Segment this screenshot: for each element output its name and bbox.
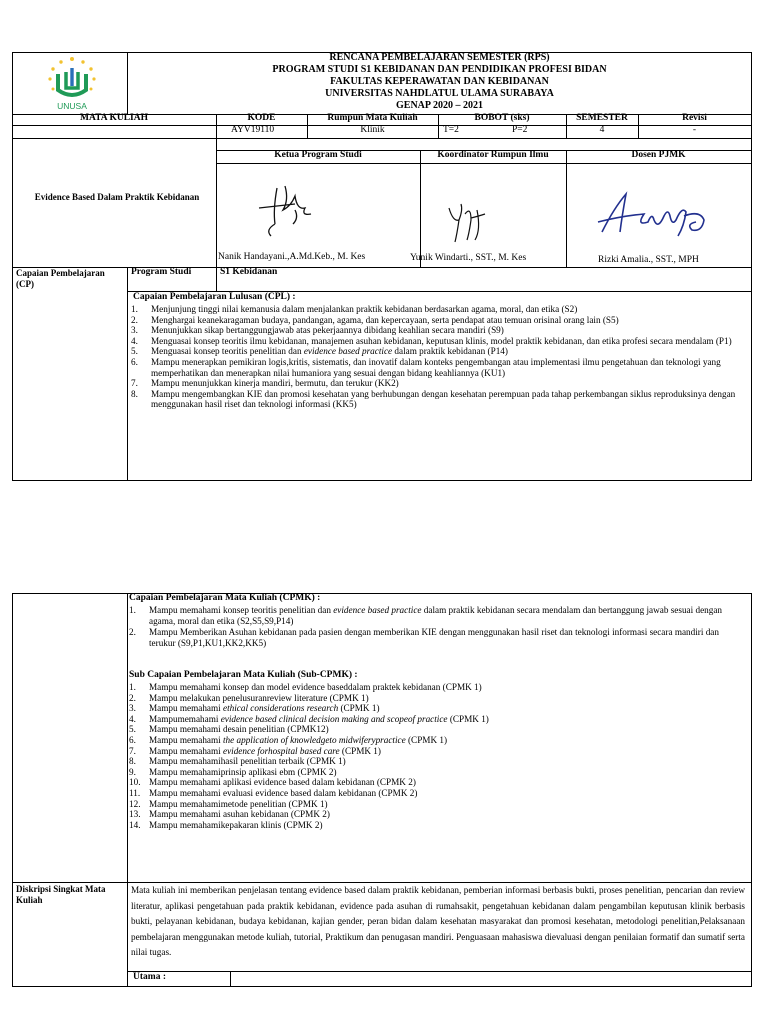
list-item: 1. Mampu memahami konsep teoritis penelitian dan evidence based practice dalam praktik kebidanan secara mendalam dan bertanggung jawab sesuai dengan agama, moral dan etika (S2,S5,S9,P14) (129, 605, 723, 626)
course-name: Evidence Based Dalam Praktik Kebidanan (34, 192, 200, 202)
header-title-4: UNIVERSITAS NAHDLATUL ULAMA SURABAYA (325, 88, 554, 99)
signature-koordinator (445, 200, 490, 245)
sub-cpmk-title: Sub Capaian Pembelajaran Mata Kuliah (Sub-CPMK) : (129, 670, 358, 680)
col-kode: KODE (247, 113, 276, 123)
list-item: 6. Mampu memahami the application of knowledgeto midwiferypractice (CPMK 1) (129, 734, 448, 745)
dosen-pjmk-name: Rizki Amalia., SST., MPH (598, 255, 699, 265)
list-item: 8. Mampu mengembangkan KIE dan promosi kesehatan yang berhubungan dengan kesehatan perempuan pada tahap perkembangan siklus reproduksinya dengan menggunakan hasil riset dan teknologi informasi (KK5) (131, 388, 736, 410)
revisi-value: - (692, 125, 697, 135)
list-item: 4. Mampumemahami evidence based clinical decision making and scopeof practice (CPMK 1) (129, 713, 489, 724)
cpl-title: Capaian Pembelajaran Lulusan (CPL) : (133, 292, 296, 302)
list-item: 8. Mampu memahamihasil penelitian terbaik (CPMK 1) (129, 756, 346, 767)
list-item: 3. Menunjukkan sikap bertanggungjawab atas pekerjaannya dibidang keahlian secara mandiri (S9) (131, 325, 504, 336)
list-item: 13. Mampu memahami asuhan kebidanan (CPMK 2) (129, 809, 330, 820)
col-bobot: BOBOT (sks) (474, 113, 530, 123)
list-item: 12. Mampu memahamimetode penelitian (CPMK 1) (129, 798, 328, 809)
col-revisi: Revisi (682, 113, 707, 123)
program-studi-label: Program Studi (131, 267, 192, 277)
cpmk-list (129, 605, 743, 648)
cpl-list (131, 304, 745, 410)
dosen-pjmk-header: Dosen PJMK (631, 150, 686, 160)
koordinator-name: Yunik Windarti., SST., M. Kes (410, 253, 527, 263)
list-item: 2. Mampu melakukan penelusuranreview literature (CPMK 1) (129, 692, 369, 703)
list-item: 1. Mampu memahami konsep dan model evidence baseddalam praktek kebidanan (CPMK 1) (129, 682, 482, 692)
list-item: 7. Mampu memahami evidence forhospital based care (CPMK 1) (129, 745, 381, 756)
list-item: 1. Menjunjung tinggi nilai kemanusia dalam menjalankan praktik kebidanan berdasarkan agama, moral, dan etika (S2) (131, 304, 578, 314)
list-item: 7. Mampu menunjukkan kinerja mandiri, bermutu, dan terukur (KK2) (131, 378, 399, 389)
program-studi-value: S1 Kebidanan (220, 267, 278, 277)
signature-dosen (592, 186, 712, 246)
list-item: 5. Mampu memahami desain penelitian (CPMK12) (129, 724, 329, 735)
list-item: 5. Menguasai konsep teoritis penelitian dan evidence based practice dalam praktik kebidanan (P14) (131, 346, 508, 357)
col-semester: SEMESTER (576, 113, 628, 123)
bobot-t-value: T=2 (443, 125, 459, 135)
kode-value: AYV19110 (231, 125, 275, 135)
cp-label: Capaian Pembelajaran (CP) (16, 268, 105, 289)
header-title-3: FAKULTAS KEPERAWATAN DAN KEBIDANAN (330, 76, 549, 87)
signature-ketua (255, 180, 325, 240)
cpmk-title: Capaian Pembelajaran Mata Kuliah (CPMK) : (129, 593, 321, 603)
list-item: 9. Mampu memahamiprinsip aplikasi ebm (CPMK 2) (129, 766, 337, 777)
logo-text: UNUSA (57, 101, 87, 111)
unusa-logo (42, 56, 102, 112)
bobot-p-value: P=2 (512, 125, 528, 135)
list-item: 6. Mampu menerapkan pemikiran logis,kritis, sistematis, dan inovatif dalam konteks pengembangan atau implementasi ilmu pengetahuan dan teknologi yang memperhatikan dan menerapkan nilai humaniora yang sesuai dengan bidang keahliannya (KU1) (131, 356, 721, 378)
list-item: 11. Mampu memahami evaluasi evidence based dalam kebidanan (CPMK 2) (129, 787, 418, 798)
koordinator-header: Koordinator Rumpun Ilmu (437, 150, 549, 160)
deskripsi-text: Mata kuliah ini memberikan penjelasan tentang evidence based dalam praktik kebidanan, pemberian informasi berbasis bukti, proses penelitian, pencarian dan review literatur, aplikasi pengetahuan pada praktik kebidanan, evidence pada asuhan di rumahsakit, pengetahuan kebidanan dalam pengambilan keputusan klinik berbasis bukti, pelayanan kebidanan, budaya kebidanan, kajian gender, peran bidan dalam kesehatan masyarakat dan promosi kesehatan, metodologi penelitian,Pelaksanaan pembelajaran menggunakan metode kuliah, tutorial, Praktikum dan penugasan mandiri. Penguasaan mahasiswa dievaluasi dengan penilaian formatif dan sumatif serta nilai tugas. (131, 885, 745, 957)
list-item: 4. Menguasai konsep teoritis ilmu kebidanan, manajemen asuhan kebidanan, keputusan klinis, model praktik kebidanan, dan etika profesi secara mendalam (P1) (131, 335, 732, 346)
list-item: 14. Mampu memahamikepakaran klinis (CPMK 2) (129, 819, 323, 830)
ketua-prodi-header: Ketua Program Studi (274, 150, 362, 160)
utama-label: Utama : (133, 972, 166, 982)
col-rumpun: Rumpun Mata Kuliah (327, 113, 418, 123)
list-item: 3. Mampu memahami ethical considerations research (CPMK 1) (129, 703, 380, 714)
list-item: 2. Mampu Memberikan Asuhan kebidanan pada pasien dengan memberikan KIE dengan menggunakan hasil riset dan teknologi informasi secara mandiri dan terukur (S9,P1,KU1,KK2,KK5) (129, 627, 719, 648)
list-item: 10. Mampu memahami aplikasi evidence based dalam kebidanan (CPMK 2) (129, 777, 416, 788)
col-mata-kuliah: MATA KULIAH (80, 113, 148, 123)
header-title-1: RENCANA PEMBELAJARAN SEMESTER (RPS) (329, 52, 550, 63)
ketua-prodi-name: Nanik Handayani.,A.Md.Keb., M. Kes (218, 252, 366, 262)
rumpun-value: Klinik (360, 125, 385, 135)
semester-value: 4 (599, 125, 605, 135)
header-title-5: GENAP 2020 – 2021 (396, 100, 483, 111)
deskripsi-label: Diskripsi Singkat Mata Kuliah (16, 884, 106, 905)
header-title-2: PROGRAM STUDI S1 KEBIDANAN DAN PENDIDIKAN PROFESI BIDAN (272, 64, 607, 75)
list-item: 2. Menghargai keanekaragaman budaya, pandangan, agama, dan kepercayaan, serta pendapat atau temuan orisinal orang lain (S5) (131, 314, 619, 325)
sub-cpmk-list (129, 682, 743, 830)
